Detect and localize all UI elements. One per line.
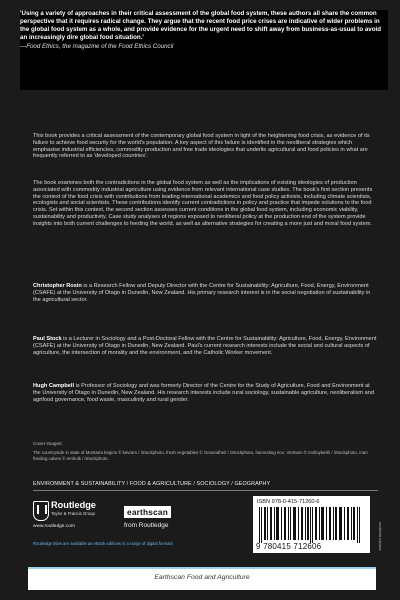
publisher-website: www.routledge.com (33, 524, 75, 529)
cover-images-label: Cover images: (33, 441, 63, 446)
isbn-label: ISBN 978-0-415-71260-6 (257, 499, 320, 505)
routledge-emblem-icon (33, 501, 49, 521)
author-bio-campbell (33, 383, 377, 403)
earthscan-logo (124, 502, 196, 529)
routledge-name: Routledge (51, 500, 96, 510)
routledge-logo (33, 499, 96, 521)
earthscan-sub: from Routledge (124, 522, 169, 529)
author-text-campbell: is Professor of Sociology and was formerly Director of the Centre for the Study of Agriculture, Food and Environment at the University of Otago in Dunedin, New Zealand. His research interests include rural sociology, sustainable agriculture, neoliberalism and agrifood governance, food waste, masculinity and rural gender. (33, 383, 374, 403)
subject-categories: ENVIRONMENT & SUSTAINABILITY / FOOD & AGRICULTURE / SOCIOLOGY / GEOGRAPHY (33, 481, 271, 487)
description-paragraph-1: This book provides a critical assessment of the contemporary global food system in light of the heightening food crisis, as evidence of its failure to achieve food security for the world's population. A key aspect of this failure is identified in the neoliberal strategies which emphasise industrial efficiencies, commodity production and free trade ideologies that underlie agricultural and food policies in what are frequently referred to as 'developed countries'. (33, 133, 370, 160)
side-imprint-text: an informa business (378, 522, 382, 551)
cover-images-credits: The countryside in state of Montana begins © kavram / iStockphoto, fresh vegetables © Gesundheit / iStockphoto, harvesting rice, Vietnam © molloykeith / iStockphoto, man feeding calves © emholk / iStockphoto. (33, 450, 368, 461)
earthscan-brand: earthscan (124, 506, 171, 518)
series-title: Earthscan Food and Agriculture (154, 574, 250, 581)
author-text-stock: is a Lecturer in Sociology and a Post-Doctoral Fellow with the Centre for Sustainability: Agriculture, Food, Energy, Environment (CSAFE) at the University of Otago in Dunedin, New Zealand. Paul's current research interests include the social and cultural aspects of agriculture, the intersection of morality and the environment, and the Catholic Worker movement. (33, 336, 377, 356)
series-banner (28, 567, 376, 590)
author-text-rosin: is a Research Fellow and Deputy Director with the Centre for Sustainability: Agriculture, Food, Energy, Environment (CSAFE) at the University of Otago in Dunedin, New Zealand. His primary research interest is in the social negotiation of sustainability in the agricultural sector. (33, 283, 371, 303)
author-bio-rosin (33, 283, 377, 303)
author-name-rosin: Christopher Rosin (33, 283, 82, 289)
routledge-group: Taylor & Francis Group (51, 511, 95, 516)
divider (33, 490, 378, 491)
author-name-campbell: Hugh Campbell (33, 383, 75, 389)
ebook-note: Routledge titles are available as eBook editions in a range of digital formats (33, 541, 173, 546)
barcode-icon (257, 507, 367, 543)
barcode-digits: 9 780415 712606 (256, 542, 322, 551)
review-quote-box (20, 10, 388, 90)
review-quote: 'Using a variety of approaches in their critical assessment of the global food system, these authors all share the common perspective that it requires radical change. They argue that the recent food price crises are indicative of wider problems in the global food system as a whole, and provide evidence for the urgent need to shift away from business-as-usual to avoid an increasingly dire global food situation.' (20, 10, 382, 41)
isbn-barcode-box (253, 496, 370, 553)
author-name-stock: Paul Stock (33, 336, 62, 342)
review-quote-source: —Food Ethics, the magazine of the Food Ethics Council (20, 43, 174, 50)
author-bio-stock (33, 336, 377, 356)
description-paragraph-2: The book examines both the contradictions in the global food system as well as the implications of existing ideologies of production associated with commodity industrial agriculture using evidence from relevant international case studies. The book's first section presents the context of the food crisis with contributions from leading international academics and food policy activists, including climate scientists, ecologists and social scientists. These contributions identify current contradictions in policy and practice that impede solutions to the food crisis. Set within this context, the second section assesses current conditions in the global food system, including economic viability, sustainability and productivity. Case study analyses of regions exposed to neoliberal policy at the production end of the system provide insights into both current challenges to feeding the world, as well as alternative strategies for creating a more just and moral food system. (33, 180, 373, 227)
